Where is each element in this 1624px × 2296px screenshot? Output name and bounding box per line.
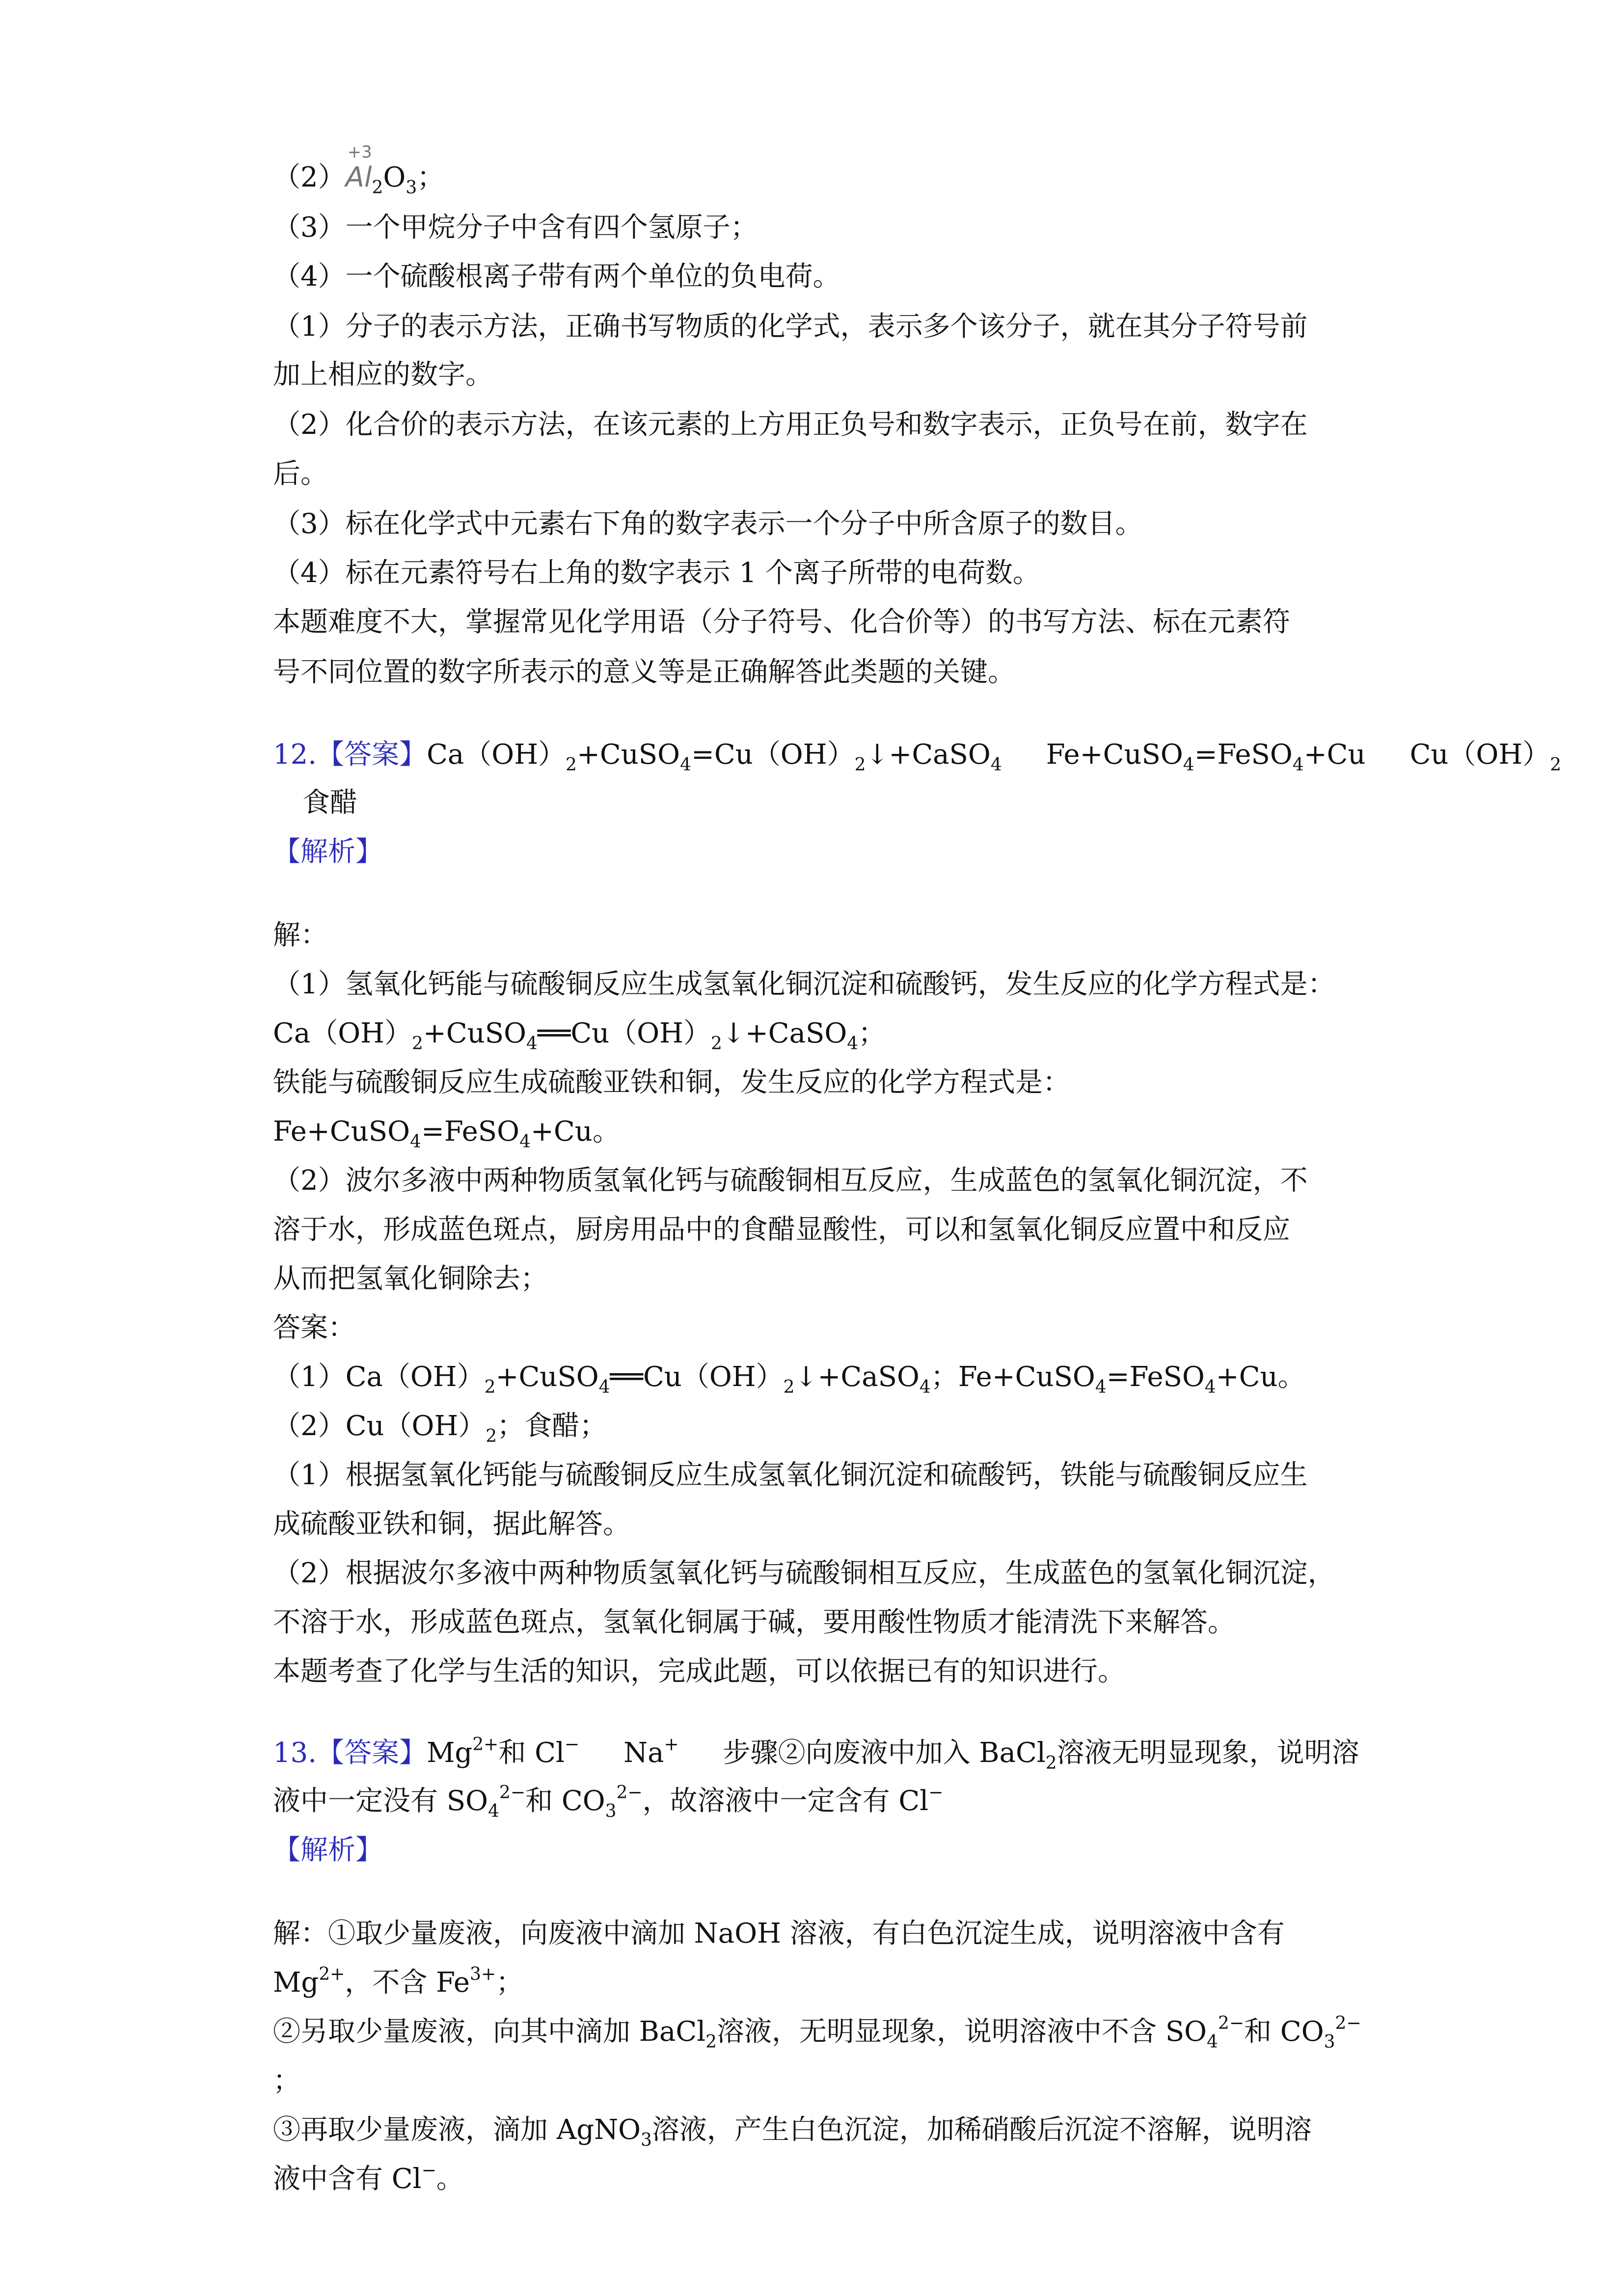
note-line: 成硫酸亚铁和铜，据此解答。: [273, 1508, 630, 1540]
answer-line-3: （3）一个甲烷分子中含有四个氢原子；: [273, 212, 758, 243]
answer-text: =FeSO: [1106, 1361, 1205, 1393]
answer-text: ；Fe+CuSO: [930, 1361, 1095, 1393]
subscript: 4: [1095, 1377, 1107, 1397]
note-line: （1）根据氢氧化钙能与硫酸铜反应生成氢氧化铜沉淀和硫酸钙，铁能与硫酸铜反应生: [273, 1459, 1308, 1491]
subscript: 4: [1204, 1377, 1216, 1397]
subscript: 4: [680, 755, 691, 775]
subscript: 4: [1183, 755, 1194, 775]
answer-text: 和 Cl: [498, 1737, 565, 1769]
subscript: 2: [854, 755, 866, 775]
valence-mark: +3: [347, 142, 372, 162]
analysis-line: ；: [273, 2065, 300, 2097]
subscript: 4: [990, 755, 1002, 775]
solution-label: 解：: [273, 919, 328, 951]
answer-text: +CuSO: [576, 739, 680, 771]
answer-result-line: [273, 1407, 607, 1446]
answer-text: ，故溶液中一定含有 Cl: [642, 1785, 929, 1817]
subscript: 2: [783, 1377, 795, 1397]
analysis-line: [273, 2110, 1312, 2150]
explanation-line: （4）标在元素符号右上角的数字表示 1 个离子所带的电荷数。: [273, 557, 1040, 589]
equation-text: ══Cu（OH）: [537, 1017, 711, 1049]
explanation-line: （3）标在化学式中元素右下角的数字表示一个分子中所含原子的数目。: [273, 508, 1143, 540]
subscript: 2: [705, 2032, 717, 2052]
q13-answer-line-2: [273, 1782, 943, 1821]
summary-line: 本题难度不大，掌握常见化学用语（分子符号、化合价等）的书写方法、标在元素符: [273, 606, 1290, 638]
answer-text: +CuSO: [495, 1361, 599, 1393]
subscript: 4: [847, 1034, 859, 1054]
superscript: 3+: [470, 1964, 496, 1984]
subscript: 4: [519, 1132, 531, 1152]
subscript: 2: [1045, 1753, 1057, 1773]
answer-text: =Cu（OH）: [691, 739, 855, 771]
note-line: 不溶于水，形成蓝色斑点，氢氧化铜属于碱，要用酸性物质才能清洗下来解答。: [273, 1606, 1235, 1638]
analysis-tag: 【解析】: [273, 836, 383, 868]
item-number: （2）: [273, 161, 346, 193]
q12-answer-line-2: 食醋: [302, 787, 357, 819]
answer-text: ↓+CaSO: [794, 1361, 920, 1393]
element-symbol: Al: [345, 161, 372, 193]
summary-line: 号不同位置的数字所表示的意义等是正确解答此类题的关键。: [273, 656, 1015, 688]
subscript: 2: [711, 1034, 722, 1054]
equation-line: [273, 1112, 620, 1151]
question-number: 13.: [273, 1737, 317, 1769]
answer-text: ↓+CaSO: [866, 739, 991, 771]
superscript: 2−: [616, 1783, 643, 1803]
subscript: 4: [919, 1377, 931, 1397]
subscript: 4: [598, 1377, 610, 1397]
answer-text: 液中一定没有 SO: [273, 1785, 488, 1817]
subscript: 4: [1207, 2032, 1218, 2052]
analysis-line: [273, 1963, 523, 2002]
answer-text: （2）Cu（OH）: [273, 1410, 486, 1442]
equation-text: +Cu。: [531, 1116, 620, 1148]
punctuation: ；: [858, 1017, 886, 1049]
explanation-line: 后。: [273, 458, 328, 490]
note-line: （2）根据波尔多液中两种物质氢氧化钙与硫酸铜相互反应，生成蓝色的氢氧化铜沉淀，: [273, 1557, 1335, 1589]
analysis-line: 解：①取少量废液，向废液中滴加 NaOH 溶液，有白色沉淀生成，说明溶液中含有: [273, 1918, 1285, 1949]
superscript: 2−: [1335, 2013, 1361, 2033]
subscript: 2: [484, 1377, 496, 1397]
answer-text: ；食醋；: [497, 1410, 607, 1442]
answer-text: Cu（OH）: [1409, 739, 1550, 771]
superscript: 2+: [472, 1735, 499, 1755]
subscript: 2: [411, 1034, 423, 1054]
answer-line-4: （4）一个硫酸根离子带有两个单位的负电荷。: [273, 261, 840, 293]
analysis-line: （1）氢氧化钙能与硫酸铜反应生成氢氧化铜沉淀和硫酸钙，发生反应的化学方程式是：: [273, 968, 1335, 1000]
subscript: 4: [410, 1132, 421, 1152]
answer-text: 和 CO: [525, 1785, 605, 1817]
answer-text: Ca（OH）: [427, 739, 566, 771]
subscript: 3: [605, 1801, 617, 1821]
superscript: +: [664, 1735, 679, 1755]
subscript: 2: [372, 178, 383, 198]
explanation-line: （2）化合价的表示方法，在该元素的上方用正负号和数字表示，正负号在前，数字在: [273, 409, 1308, 441]
subscript: 2: [486, 1426, 497, 1446]
q12-answer-line: [273, 735, 1561, 774]
explanation-line: 加上相应的数字。: [273, 359, 493, 391]
explanation-line: （1）分子的表示方法，正确书写物质的化学式，表示多个该分子，就在其分子符号前: [273, 311, 1308, 343]
question-number: 12.: [273, 739, 317, 771]
subscript: 2: [566, 755, 577, 775]
answer-line-2: [273, 142, 445, 198]
answer-text: =FeSO: [1194, 739, 1293, 771]
analysis-text: 溶液，产生白色沉淀，加稀硝酸后沉淀不溶解，说明溶: [651, 2114, 1312, 2146]
answer-text: Na: [623, 1737, 664, 1769]
analysis-line: 溶于水，形成蓝色斑点，厨房用品中的食醋显酸性，可以和氢氧化铜反应置中和反应: [273, 1214, 1290, 1246]
equation-text: ↓+CaSO: [722, 1017, 847, 1049]
answer-tag: 【答案】: [317, 1737, 427, 1769]
analysis-text: 液中含有 Cl: [273, 2163, 422, 2195]
analysis-line: 从而把氢氧化铜除去；: [273, 1263, 548, 1295]
superscript: 2+: [319, 1964, 345, 1984]
answer-result-line: [273, 1358, 1305, 1397]
subscript: 4: [488, 1801, 499, 1821]
punctuation: ；: [417, 161, 445, 193]
analysis-text: 溶液，无明显现象，说明溶液中不含 SO: [717, 2016, 1207, 2048]
superscript: −: [421, 2161, 436, 2181]
punctuation: 。: [436, 2163, 464, 2195]
analysis-text: ③再取少量废液，滴加 AgNO: [273, 2114, 641, 2146]
analysis-line: [273, 2160, 464, 2199]
answer-text: Mg: [427, 1737, 473, 1769]
answer-text: +Cu。: [1216, 1361, 1305, 1393]
superscript: 2−: [1218, 2013, 1245, 2033]
aluminum-valence-symbol: [345, 142, 372, 197]
superscript: −: [564, 1735, 580, 1755]
punctuation: ；: [496, 1967, 524, 1999]
analysis-text: Mg: [273, 1967, 319, 1999]
answer-label: 答案：: [273, 1312, 355, 1344]
subscript: 3: [406, 178, 417, 198]
superscript: 2−: [499, 1783, 526, 1803]
answer-text: （1）Ca（OH）: [273, 1361, 485, 1393]
analysis-text: 和 CO: [1244, 2016, 1324, 2048]
subscript: 4: [1292, 755, 1304, 775]
answer-text: 溶液无明显现象，说明溶: [1056, 1737, 1359, 1769]
answer-text: ══Cu（OH）: [610, 1361, 784, 1393]
analysis-text: ，不含 Fe: [345, 1967, 470, 1999]
q13-answer-line: [273, 1734, 1359, 1773]
equation-text: +CuSO: [423, 1017, 526, 1049]
element-symbol: O: [383, 161, 406, 193]
equation-text: =FeSO: [421, 1116, 520, 1148]
subscript: 2: [1550, 755, 1562, 775]
analysis-text: ②另取少量废液，向其中滴加 BaCl: [273, 2016, 706, 2048]
superscript: −: [928, 1783, 944, 1803]
analysis-line: 铁能与硫酸铜反应生成硫酸亚铁和铜，发生反应的化学方程式是：: [273, 1067, 1070, 1098]
analysis-tag: 【解析】: [273, 1834, 383, 1866]
analysis-line: （2）波尔多液中两种物质氢氧化钙与硫酸铜相互反应，生成蓝色的氢氧化铜沉淀，不: [273, 1165, 1308, 1197]
answer-text: +Cu: [1303, 739, 1366, 771]
answer-text: Fe+CuSO: [1046, 739, 1183, 771]
equation-text: Fe+CuSO: [273, 1116, 410, 1148]
analysis-line: [273, 2012, 1361, 2052]
equation-line: [273, 1014, 886, 1053]
equation-text: Ca（OH）: [273, 1017, 412, 1049]
note-line: 本题考查了化学与生活的知识，完成此题，可以依据已有的知识进行。: [273, 1655, 1125, 1687]
subscript: 3: [641, 2130, 652, 2150]
answer-tag: 【答案】: [317, 739, 427, 771]
answer-text: 步骤②向废液中加入 BaCl: [723, 1737, 1046, 1769]
subscript: 3: [1324, 2032, 1335, 2052]
subscript: 4: [526, 1034, 538, 1054]
